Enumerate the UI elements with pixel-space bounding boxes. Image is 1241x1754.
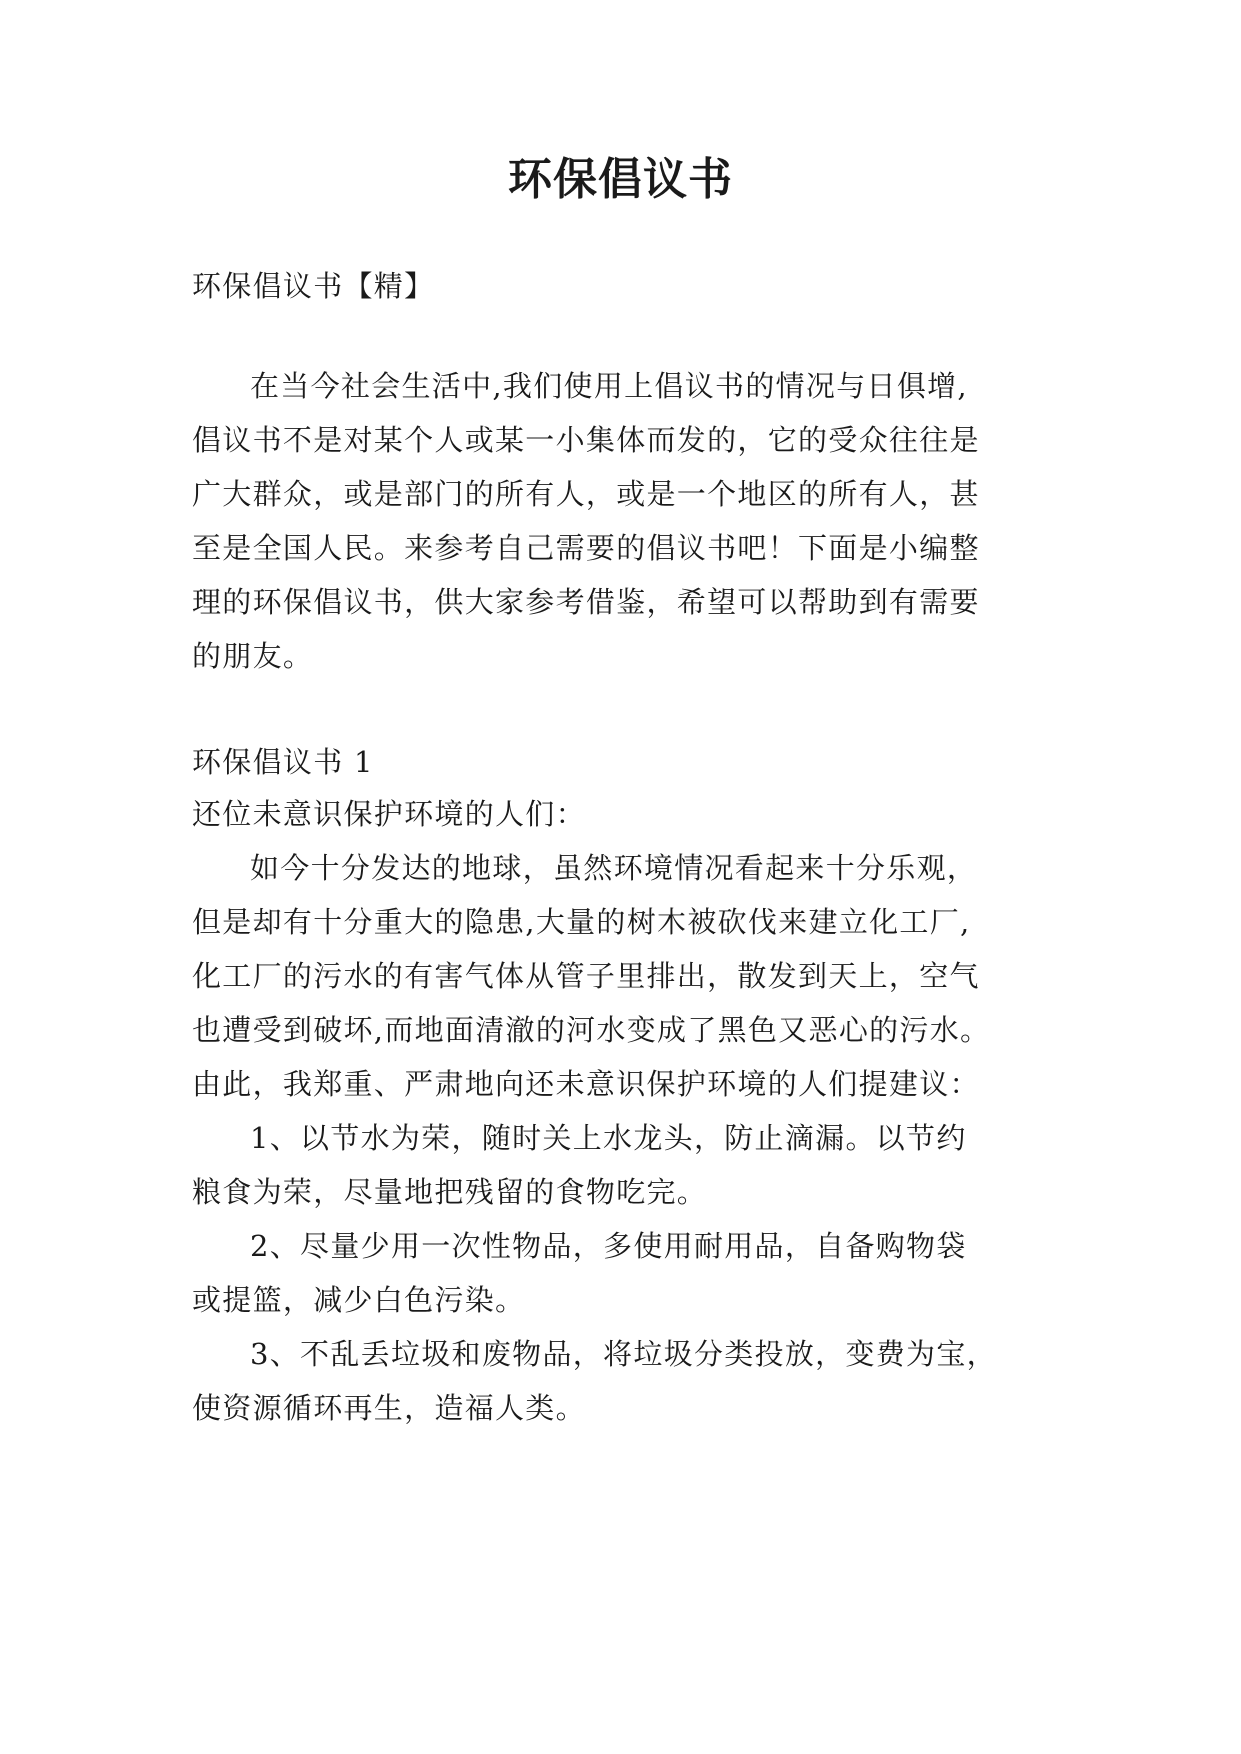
salutation: 还位未意识保护环境的人们： <box>192 797 586 831</box>
body-line: 由此，我郑重、严肃地向还未意识保护环境的人们提建议： <box>192 1067 980 1101</box>
item-line: 或提篮，减少白色污染。 <box>192 1283 526 1317</box>
intro-line: 在当今社会生活中,我们使用上倡议书的情况与日俱增, <box>250 369 968 403</box>
document-subtitle: 环保倡议书【精】 <box>192 269 435 303</box>
item-line: 3、不乱丢垃圾和废物品，将垃圾分类投放，变费为宝， <box>250 1337 997 1371</box>
item-line: 1、以节水为荣，随时关上水龙头，防止滴漏。以节约 <box>250 1121 967 1155</box>
section-heading: 环保倡议书 1 <box>192 745 374 779</box>
item-line: 2、尽量少用一次性物品，多使用耐用品，自备购物袋 <box>250 1229 967 1263</box>
intro-line: 的朋友。 <box>192 639 314 673</box>
document-title: 环保倡议书 <box>508 154 733 205</box>
intro-line: 理的环保倡议书，供大家参考借鉴，希望可以帮助到有需要 <box>192 585 980 619</box>
item-line: 粮食为荣，尽量地把残留的食物吃完。 <box>192 1175 708 1209</box>
body-line: 如今十分发达的地球，虽然环境情况看起来十分乐观， <box>250 851 978 885</box>
intro-line: 广大群众，或是部门的所有人，或是一个地区的所有人，甚 <box>192 477 980 511</box>
intro-line: 倡议书不是对某个人或某一小集体而发的，它的受众往往是 <box>192 423 980 457</box>
body-line: 也遭受到破坏,而地面清澈的河水变成了黑色又恶心的污水。 <box>192 1013 991 1047</box>
item-line: 使资源循环再生，造福人类。 <box>192 1391 586 1425</box>
body-line: 但是却有十分重大的隐患,大量的树木被砍伐来建立化工厂, <box>192 905 971 939</box>
body-line: 化工厂的污水的有害气体从管子里排出，散发到天上，空气 <box>192 959 980 993</box>
intro-line: 至是全国人民。来参考自己需要的倡议书吧！下面是小编整 <box>192 531 980 565</box>
